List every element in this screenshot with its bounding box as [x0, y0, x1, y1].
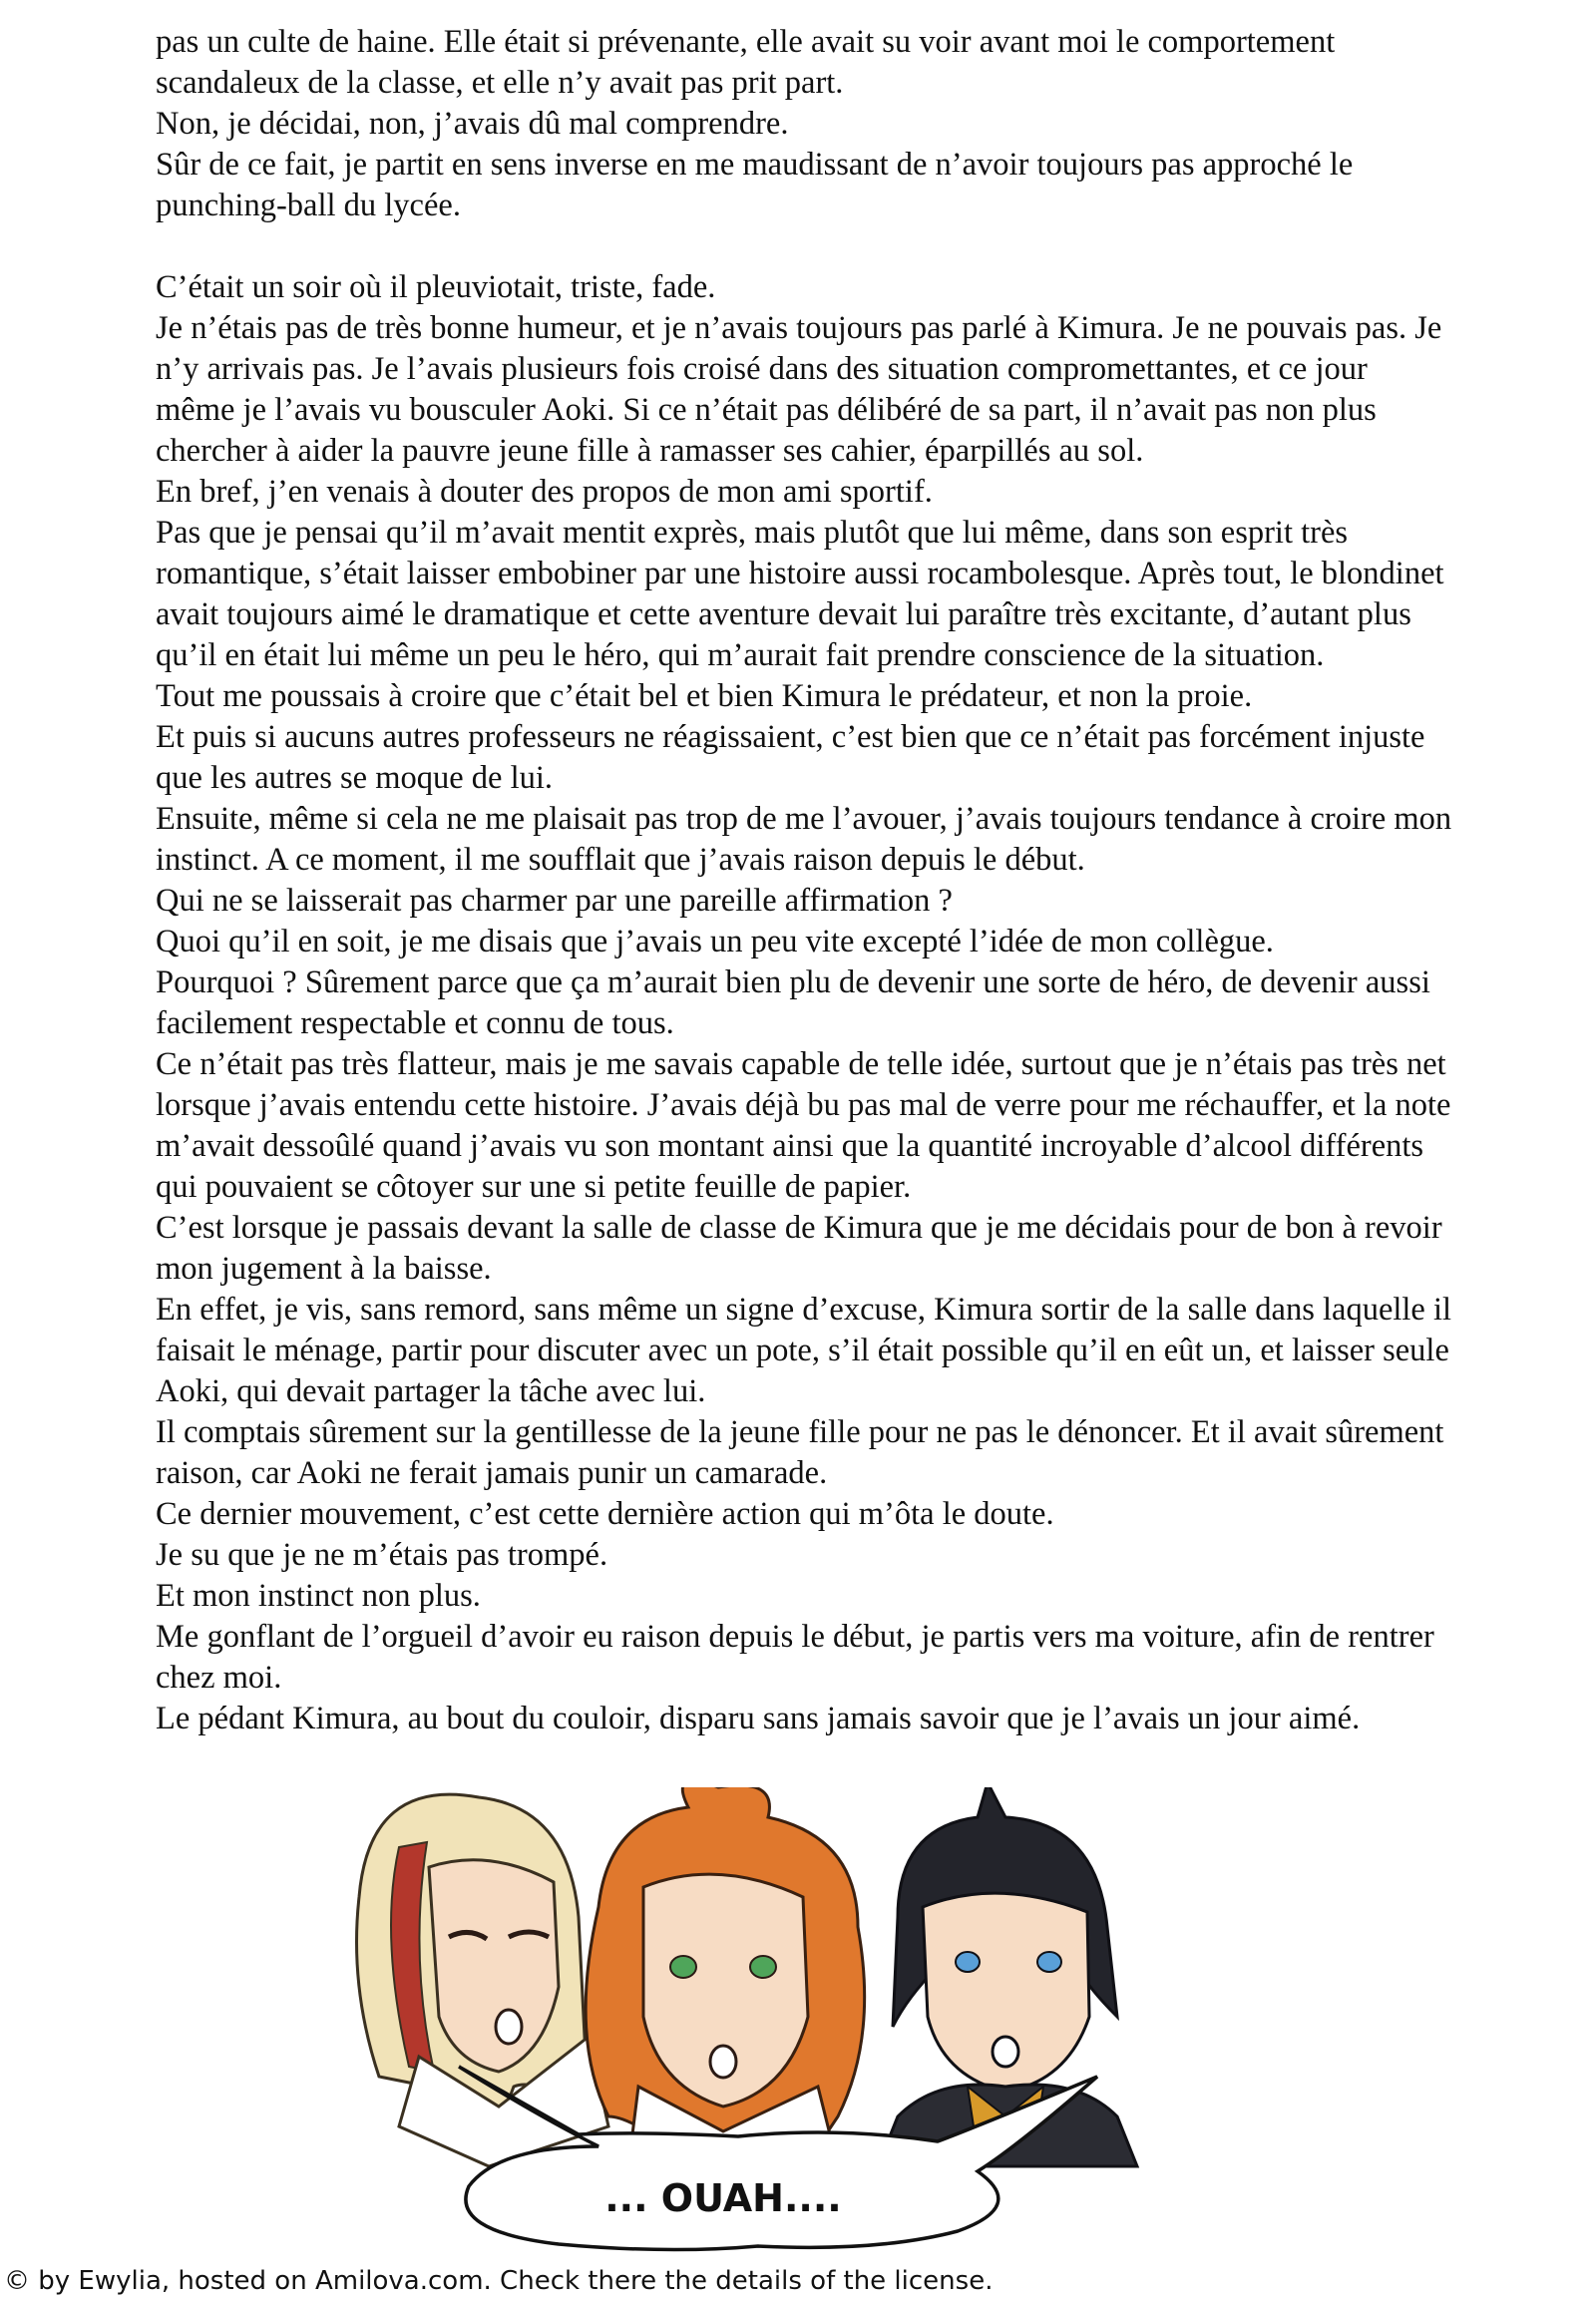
paragraph: Tout me poussais à croire que c’était bel et bien Kimura le prédateur, et non la proie. — [156, 678, 1253, 714]
copyright-notice: © by Ewylia, hosted on Amilova.com. Check there the details of the license. — [4, 2266, 994, 2296]
paragraph: Ensuite, même si cela ne me plaisait pas trop de me l’avouer, j’avais toujours tendance à croire mon instinct. A ce moment, il me soufflait que j’avais raison depuis le début. — [156, 801, 1452, 878]
paragraph: Ce n’était pas très flatteur, mais je me savais capable de telle idée, surtout que je n’étais pas très net lorsque j’avais entendu cette histoire. J’avais déjà bu pas mal de verre pour me réchauffer, et la note m’avait dessoûlé quand j’avais vu son montant ainsi que la quantité incroyable d’alcool différents qui pouvaient se côtoyer sur une si petite feuille de papier. — [156, 1046, 1451, 1205]
blonde-character — [357, 1794, 609, 2166]
comic-illustration — [339, 1787, 1217, 2256]
story-text — [156, 22, 1452, 1739]
paragraph: Non, je décidai, non, j’avais dû mal comprendre. — [156, 106, 789, 142]
paragraph: Et puis si aucuns autres professeurs ne réagissaient, c’est bien que ce n’était pas forcément injuste que les autres se moque de lui. — [156, 719, 1425, 796]
paragraph: En bref, j’en venais à douter des propos de mon ami sportif. — [156, 474, 933, 510]
paragraph: Je su que je ne m’étais pas trompé. — [156, 1537, 608, 1573]
paragraph: Qui ne se laisserait pas charmer par une pareille affirmation ? — [156, 883, 953, 919]
paragraph-gap — [156, 226, 1452, 267]
paragraph: Je n’étais pas de très bonne humeur, et je n’avais toujours pas parlé à Kimura. Je ne pouvais pas. Je n’y arrivais pas. Je l’avais plusieurs fois croisé dans des situation compromettantes, et ce jour même je l’avais vu bousculer Aoki. Si ce n’était pas délibéré de sa part, il n’avait pas non plus chercher à aider la pauvre jeune fille à ramasser ses cahier, éparpillés au sol. — [156, 310, 1442, 469]
three-characters-drawing — [339, 1787, 1217, 2256]
blonde-face — [429, 1860, 559, 2072]
paragraph: Me gonflant de l’orgueil d’avoir eu raison depuis le début, je partis vers ma voiture, afin de rentrer chez moi. — [156, 1619, 1434, 1696]
paragraph: Sûr de ce fait, je partit en sens inverse en me maudissant de n’avoir toujours pas approché le punching-ball du lycée. — [156, 147, 1354, 223]
paragraph: Pourquoi ? Sûrement parce que ça m’aurait bien plu de devenir une sorte de héro, de devenir aussi facilement respectable et connu de tous. — [156, 964, 1430, 1041]
paragraph: Il comptais sûrement sur la gentillesse de la jeune fille pour ne pas le dénoncer. Et il avait sûrement raison, car Aoki ne ferait jamais punir un camarade. — [156, 1414, 1444, 1491]
paragraph: Pas que je pensai qu’il m’avait mentit exprès, mais plutôt que lui même, dans son esprit très romantique, s’était laisser embobiner par une histoire aussi rocambolesque. Après tout, le blondinet avait toujours aimé le dramatique et cette aventure devait lui paraître très excitante, d’autant plus qu’il en était lui même un peu le héro, qui m’aurait fait prendre conscience de la situation. — [156, 515, 1444, 673]
paragraph: Quoi qu’il en soit, je me disais que j’avais un peu vite excepté l’idée de mon collègue. — [156, 924, 1274, 959]
paragraph: C’est lorsque je passais devant la salle de classe de Kimura que je me décidais pour de bon à revoir mon jugement à la baisse. — [156, 1210, 1442, 1287]
speech-bubble-text: ... OUAH.... — [604, 2176, 842, 2220]
paragraph: En effet, je vis, sans remord, sans même un signe d’excuse, Kimura sortir de la salle dans laquelle il faisait le ménage, partir pour discuter avec un pote, s’il était possible qu’il en eût un, et laisser seule Aoki, qui devait partager la tâche avec lui. — [156, 1292, 1452, 1409]
paragraph: Ce dernier mouvement, c’est cette dernière action qui m’ôta le doute. — [156, 1496, 1054, 1532]
paragraph: Le pédant Kimura, au bout du couloir, disparu sans jamais savoir que je l’avais un jour aimé. — [156, 1701, 1361, 1736]
paragraph: pas un culte de haine. Elle était si prévenante, elle avait su voir avant moi le comportement scandaleux de la classe, et elle n’y avait pas prit part. — [156, 24, 1336, 101]
paragraph: Et mon instinct non plus. — [156, 1578, 481, 1614]
paragraph: C’était un soir où il pleuviotait, triste, fade. — [156, 269, 716, 305]
dark-haired-character — [878, 1787, 1137, 2166]
